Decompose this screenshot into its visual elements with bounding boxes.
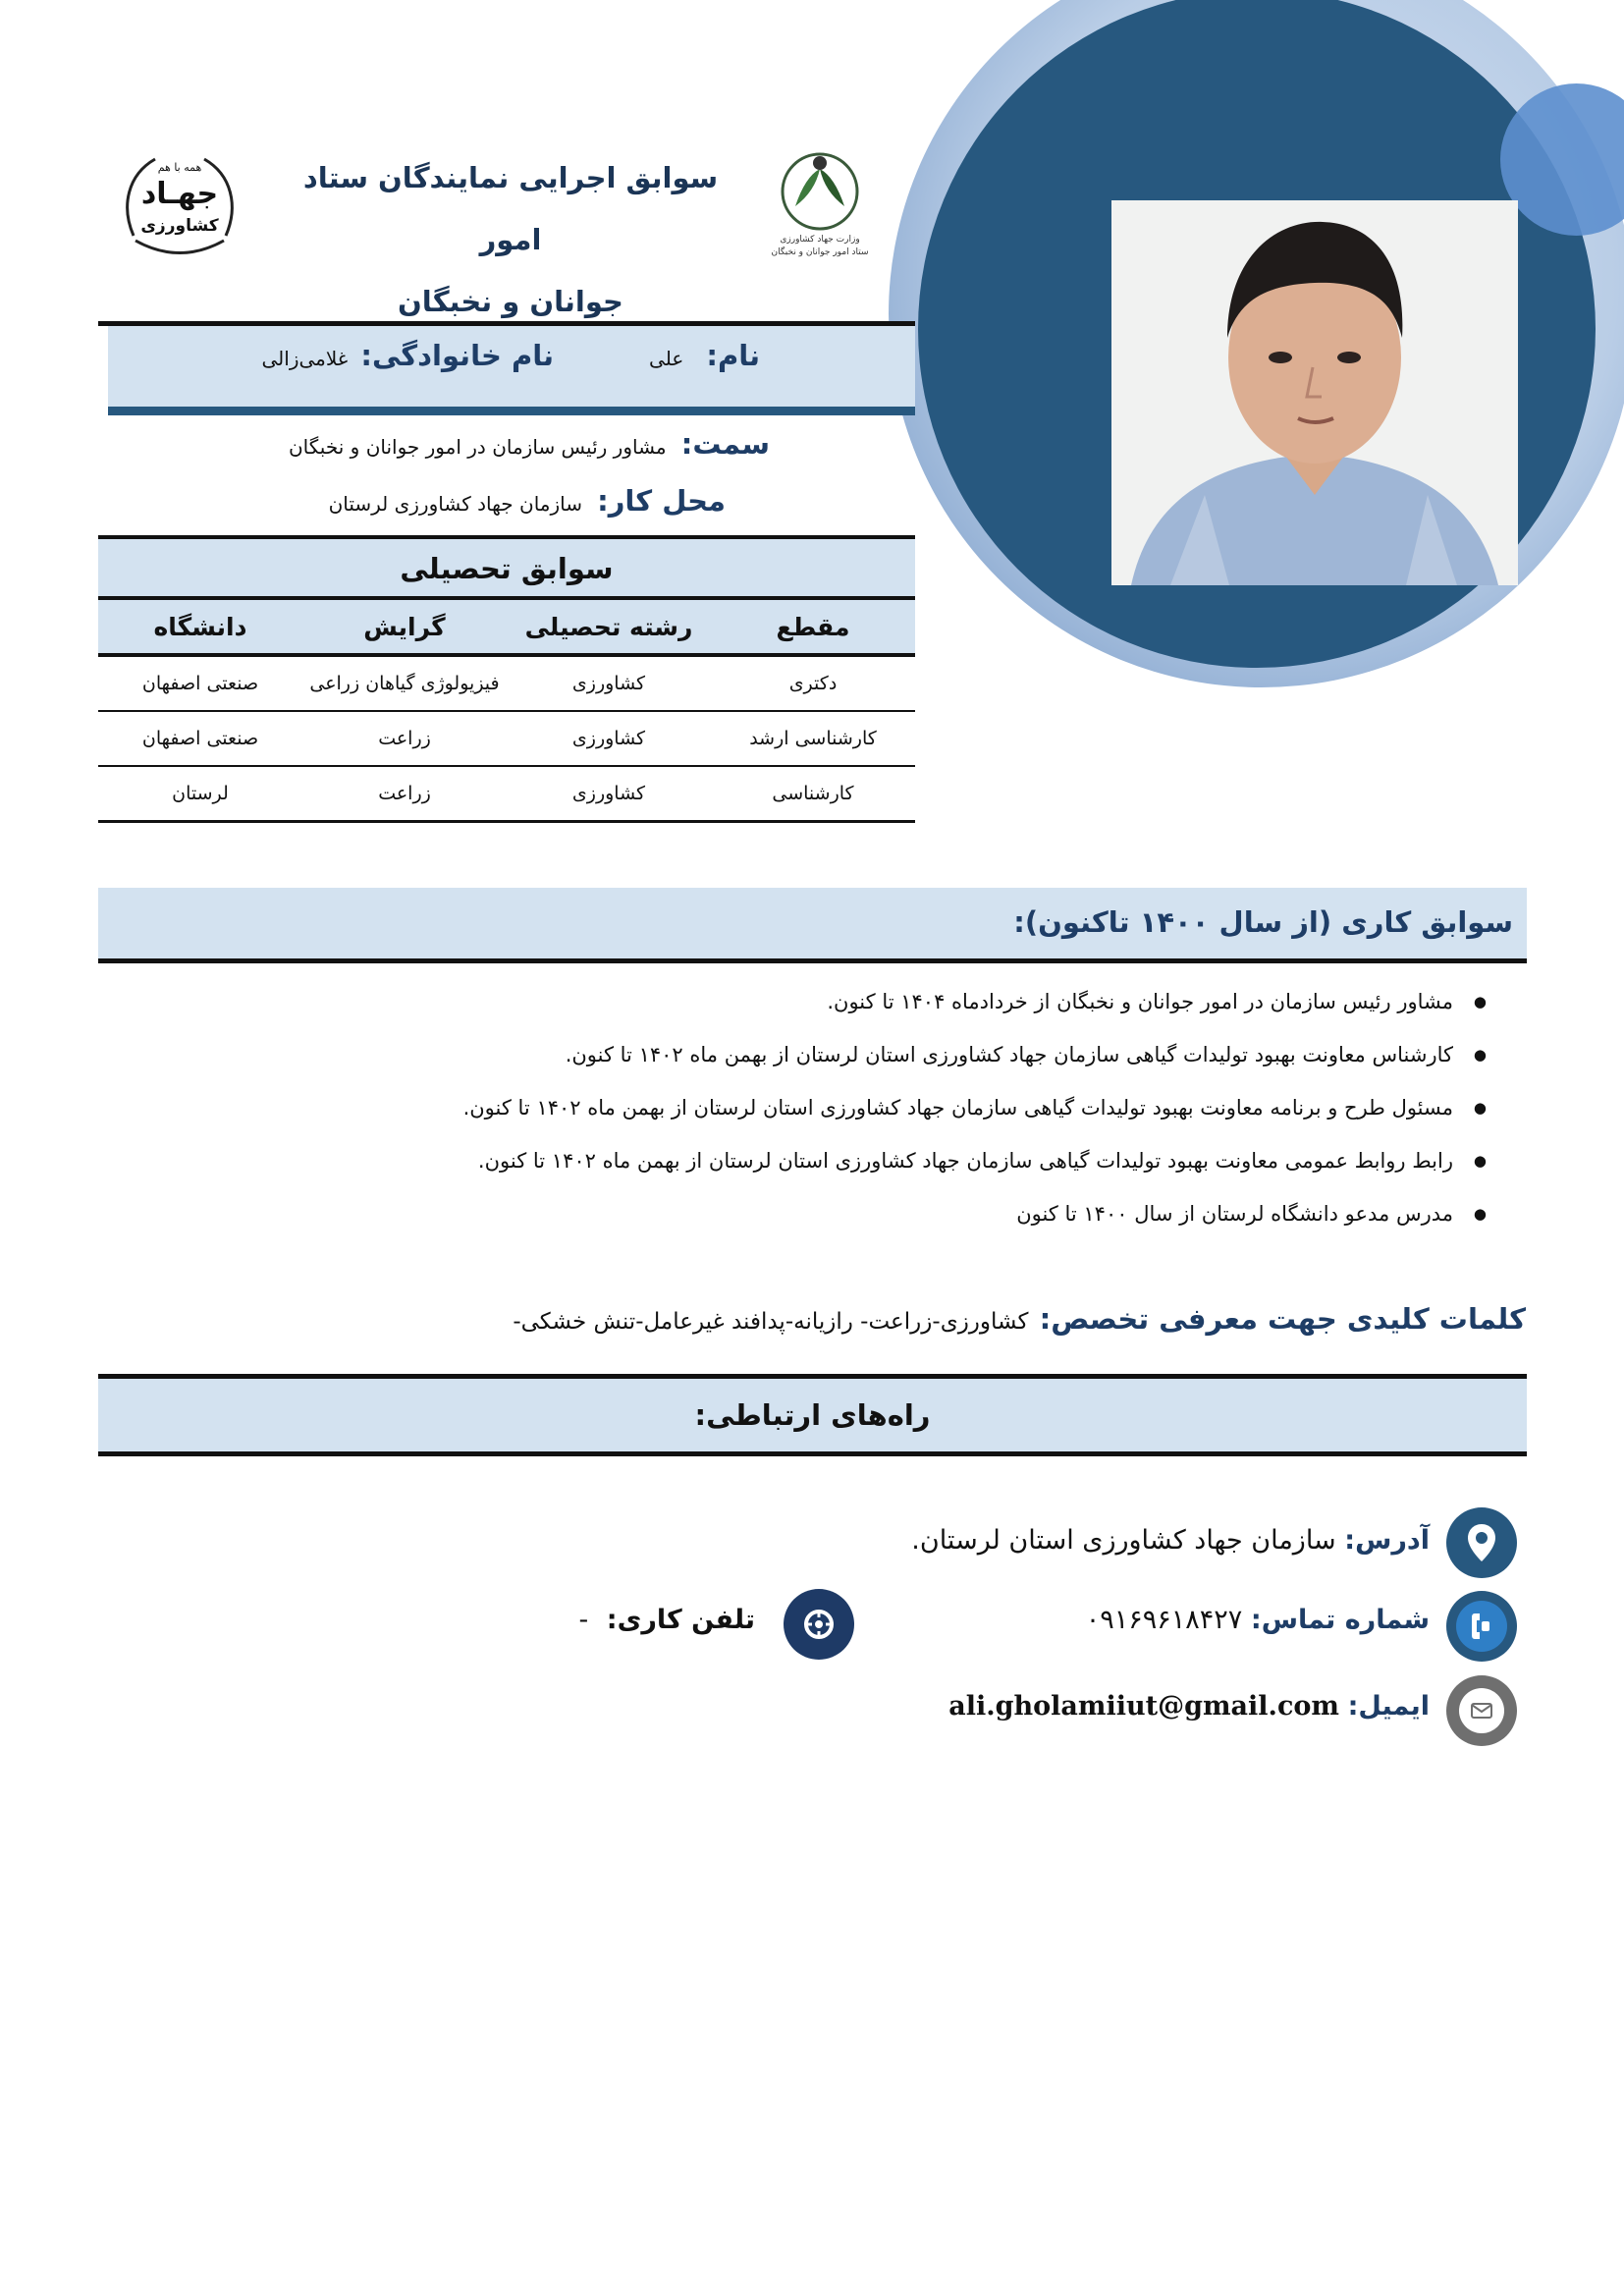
- email-link[interactable]: ali.gholamiiut@gmail.com: [948, 1691, 1339, 1722]
- logo-caption-ministry: وزارت جهاد کشاورزی: [780, 235, 860, 245]
- page-title-line2: جوانان و نخبگان: [398, 285, 623, 318]
- list-item: ● مسئول طرح و برنامه معاونت بهبود تولیدات گیاهی سازمان جهاد کشاورزی استان لرستان از بهمن ماه ۱۴۰۲ تا کنون.: [463, 1081, 1487, 1134]
- list-item: ● رابط روابط عمومی معاونت بهبود تولیدات گیاهی سازمان جهاد کشاورزی استان لرستان از بهمن ماه ۱۴۰۲ تا کنون.: [463, 1134, 1487, 1187]
- logo-subtitle: کشاورزی: [140, 216, 219, 236]
- last-name-label: نام خانوادگی:: [360, 339, 554, 372]
- address-value: سازمان جهاد کشاورزی استان لرستان.: [911, 1525, 1336, 1556]
- edu-cell: دکتری: [711, 655, 915, 711]
- last-name-field: [262, 339, 554, 372]
- education-title-band: [98, 535, 915, 600]
- position-label: سمت:: [680, 427, 770, 461]
- workplace-field: [329, 484, 726, 518]
- phone-field[interactable]: [1086, 1605, 1430, 1635]
- keywords-label: کلمات کلیدی جهت معرفی تخصص:: [1039, 1302, 1526, 1336]
- first-name-value: علی: [649, 347, 684, 370]
- edu-cell: کشاورزی: [507, 655, 711, 711]
- email-label: ایمیل:: [1347, 1691, 1430, 1722]
- work-title: سوابق کاری (از سال ۱۴۰۰ تاکنون):: [1013, 905, 1513, 939]
- list-item: ● مدرس مدعو دانشگاه لرستان از سال ۱۴۰۰ تا کنون: [463, 1187, 1487, 1240]
- work-title-band: [98, 888, 1527, 963]
- keywords-value: کشاورزی-زراعت- رازیانه-پدافند غیرعامل-تنش خشکی-: [513, 1309, 1029, 1335]
- page-title: [295, 147, 727, 333]
- edu-cell: صنعتی اصفهان: [98, 711, 302, 766]
- contact-title-band: [98, 1374, 1527, 1456]
- list-item: ● مشاور رئیس سازمان در امور جوانان و نخبگان از خردادماه ۱۴۰۴ تا کنون.: [463, 975, 1487, 1028]
- logo-wordmark: جهـاد: [140, 177, 219, 211]
- last-name-value: غلامی‌زالی: [261, 347, 349, 370]
- jihad-keshavarzi-logo: [116, 147, 244, 265]
- contact-title: راه‌های ارتباطی:: [694, 1398, 931, 1432]
- page-title-line1: سوابق اجرایی نمایندگان ستاد امور: [302, 161, 719, 256]
- edu-cell: کارشناسی ارشد: [711, 711, 915, 766]
- phone-label: شماره تماس:: [1250, 1605, 1430, 1635]
- edu-cell: صنعتی اصفهان: [98, 655, 302, 711]
- work-phone-field: [578, 1605, 755, 1635]
- edu-header-university: دانشگاه: [98, 598, 302, 655]
- education-table: [98, 596, 915, 823]
- logo-slogan: همه با هم: [157, 161, 202, 174]
- education-title: سوابق تحصیلی: [400, 552, 614, 585]
- first-name-field: [649, 339, 760, 372]
- address-field: [911, 1525, 1430, 1556]
- logo-caption-office: ستاد امور جوانان و نخبگان: [771, 247, 869, 257]
- edu-header-field: رشته تحصیلی: [507, 598, 711, 655]
- edu-cell: کشاورزی: [507, 766, 711, 822]
- profile-photo: [1111, 200, 1518, 585]
- location-pin-icon: [1446, 1507, 1517, 1578]
- edu-cell: لرستان: [98, 766, 302, 822]
- edu-cell: کارشناسی: [711, 766, 915, 822]
- ministry-emblem-logo: [766, 147, 874, 270]
- email-field[interactable]: [948, 1691, 1430, 1722]
- edu-header-degree: مقطع: [711, 598, 915, 655]
- table-row: [98, 711, 915, 766]
- envelope-icon: [1446, 1675, 1517, 1746]
- edu-header-major: گرایش: [302, 598, 507, 655]
- edu-cell: فیزیولوژی گیاهان زراعی: [302, 655, 507, 711]
- divider-blue: [108, 407, 915, 415]
- list-item: ● کارشناس معاونت بهبود تولیدات گیاهی سازمان جهاد کشاورزی استان لرستان از بهمن ماه ۱۴۰۲ تا کنون.: [463, 1028, 1487, 1081]
- phone-icon: [1446, 1591, 1517, 1662]
- work-phone-label: تلفن کاری:: [606, 1605, 755, 1635]
- edu-cell: زراعت: [302, 766, 507, 822]
- first-name-label: نام:: [706, 339, 760, 372]
- telephone-dial-icon: [784, 1589, 854, 1660]
- work-phone-value: -: [578, 1605, 589, 1635]
- work-list: [463, 975, 1526, 1240]
- keywords-field: [513, 1302, 1526, 1336]
- workplace-value: سازمان جهاد کشاورزی لرستان: [328, 492, 583, 516]
- address-label: آدرس:: [1344, 1525, 1430, 1556]
- table-row: [98, 655, 915, 711]
- position-value: مشاور رئیس سازمان در امور جوانان و نخبگان: [288, 435, 667, 459]
- phone-value[interactable]: ۰۹۱۶۹۶۱۸۴۲۷: [1085, 1605, 1243, 1635]
- position-field: [289, 427, 770, 461]
- edu-cell: زراعت: [302, 711, 507, 766]
- table-row: [98, 766, 915, 822]
- edu-cell: کشاورزی: [507, 711, 711, 766]
- workplace-label: محل کار:: [597, 484, 726, 518]
